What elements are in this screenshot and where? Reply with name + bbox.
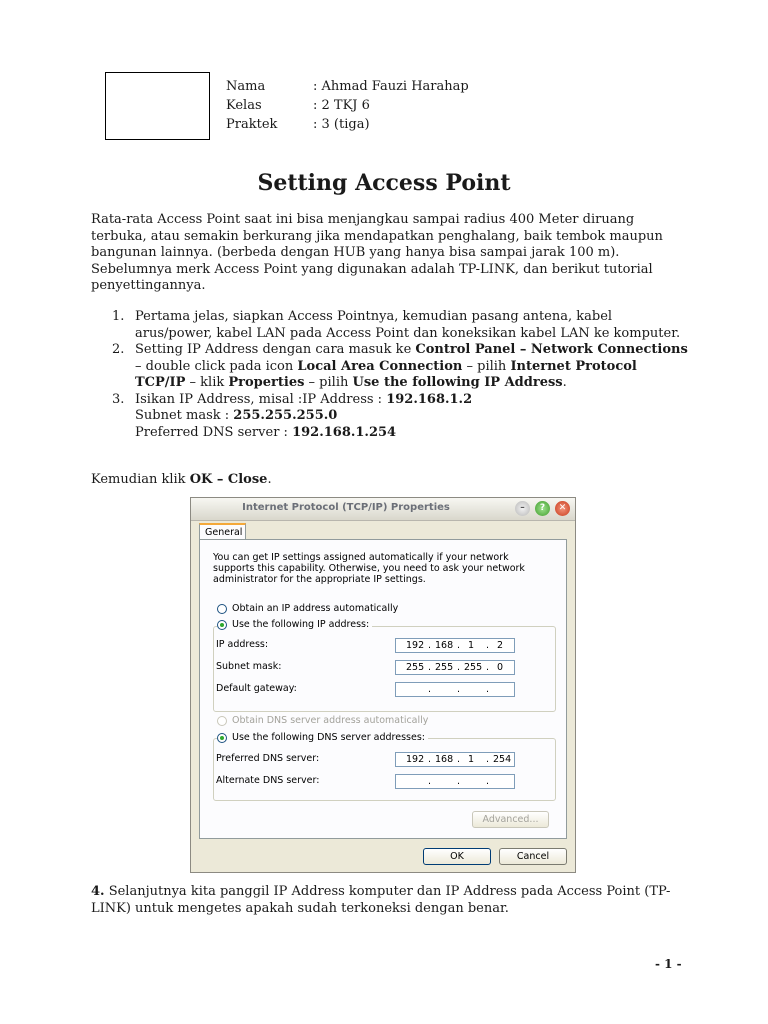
subnet-mask-input[interactable] xyxy=(395,660,515,675)
advanced-button[interactable]: Advanced... xyxy=(472,811,549,828)
radio-label: Use the following DNS server addresses: xyxy=(232,732,425,743)
step-3 xyxy=(91,392,691,409)
ip-octet: 255 xyxy=(406,662,425,673)
cancel-button[interactable]: Cancel xyxy=(499,848,567,865)
radio-use-ip[interactable] xyxy=(217,619,372,630)
ip-octet: 168 xyxy=(435,640,454,651)
ip-octet: 192 xyxy=(406,754,425,765)
step-text: Subnet mask : xyxy=(135,408,234,423)
steps-list xyxy=(91,309,691,441)
step-bold: Local Area Connection xyxy=(297,358,463,374)
dialog-title: Internet Protocol (TCP/IP) Properties xyxy=(242,502,450,513)
dns-group xyxy=(213,738,556,801)
kemudian-line xyxy=(91,472,272,487)
kemudian-text: Kemudian klik xyxy=(91,472,190,487)
page-number: - 1 - xyxy=(655,957,682,971)
step-text: . xyxy=(562,375,567,390)
alternate-dns-label: Alternate DNS server: xyxy=(216,775,320,786)
student-info xyxy=(226,77,469,134)
radio-obtain-dns-auto[interactable] xyxy=(217,715,428,726)
step-number: 4. xyxy=(91,884,105,899)
step-text: Setting IP Address dengan cara masuk ke xyxy=(135,342,416,357)
step-text: – pilih xyxy=(462,358,511,374)
step-text: Isikan IP Address, misal :IP Address : xyxy=(135,391,387,407)
ip-octet: 254 xyxy=(493,754,512,765)
step-number: 2. xyxy=(112,342,125,357)
radio-on-icon xyxy=(217,620,227,630)
ip-octet: 255 xyxy=(435,662,454,673)
step-number: 1. xyxy=(112,309,125,324)
ip-octet: 0 xyxy=(497,662,504,673)
ip-dot: . xyxy=(486,640,490,651)
ip-dot: . xyxy=(428,662,432,673)
ip-dot: . xyxy=(486,662,490,673)
ip-dot: . xyxy=(428,640,432,651)
alternate-dns-input[interactable] xyxy=(395,774,515,789)
radio-on-icon xyxy=(217,733,227,743)
step-2 xyxy=(91,342,691,392)
praktek-value: : 3 (tiga) xyxy=(313,117,370,132)
minimize-icon[interactable]: – xyxy=(515,501,530,516)
step-bold: Use the following IP Address xyxy=(352,375,563,390)
ip-dot: . xyxy=(428,684,432,695)
dialog-description: You can get IP settings assigned automatically if your network supports this capability. Otherwise, you need to ask your network administrator for the appropriate IP settings. xyxy=(213,552,525,585)
step-bold: 255.255.255.0 xyxy=(233,408,338,423)
ip-dot: . xyxy=(486,754,490,765)
ip-dot: . xyxy=(486,684,490,695)
step-bold: 192.168.1.2 xyxy=(386,391,473,407)
tcpip-properties-dialog xyxy=(190,497,576,873)
step-4-paragraph xyxy=(91,883,691,917)
tab-general[interactable]: General xyxy=(199,523,246,539)
close-icon[interactable]: ✕ xyxy=(555,501,570,516)
step-text: – double click pada icon xyxy=(135,358,298,374)
radio-off-icon xyxy=(217,604,227,614)
nama-label: Nama xyxy=(226,79,266,94)
ip-address-input[interactable] xyxy=(395,638,515,653)
ip-dot: . xyxy=(457,754,461,765)
praktek-label: Praktek xyxy=(226,117,278,132)
ip-octet: 2 xyxy=(497,640,504,651)
radio-label: Obtain an IP address automatically xyxy=(232,603,399,614)
preferred-dns-label: Preferred DNS server: xyxy=(216,753,320,764)
ip-octet: 1 xyxy=(468,754,475,765)
ip-dot: . xyxy=(457,684,461,695)
general-panel xyxy=(199,539,567,839)
step-3-dns xyxy=(91,425,691,442)
ip-dot: . xyxy=(486,776,490,787)
document-title: Setting Access Point xyxy=(257,170,511,196)
default-gateway-label: Default gateway: xyxy=(216,683,297,694)
ip-octet: 192 xyxy=(406,640,425,651)
radio-label: Obtain DNS server address automatically xyxy=(232,715,429,726)
photo-placeholder-box xyxy=(105,72,210,140)
subnet-mask-label: Subnet mask: xyxy=(216,661,282,672)
dialog-titlebar[interactable] xyxy=(191,498,575,521)
step-1 xyxy=(91,309,691,342)
kemudian-bold: OK – Close xyxy=(189,472,268,487)
ip-dot: . xyxy=(457,776,461,787)
radio-label: Use the following IP address: xyxy=(232,619,370,630)
kelas-value: : 2 TKJ 6 xyxy=(313,98,370,113)
step-text: Pertama jelas, siapkan Access Pointnya, kemudian pasang antena, kabel arus/power, kabel LAN pada Access Point dan koneksikan kabel LAN ke komputer. xyxy=(135,309,681,341)
radio-obtain-ip-auto[interactable] xyxy=(217,603,398,614)
step-bold: Properties xyxy=(228,375,305,390)
ip-dot: . xyxy=(457,640,461,651)
ip-octet: 255 xyxy=(464,662,483,673)
kemudian-text: . xyxy=(267,472,272,487)
nama-value: : Ahmad Fauzi Harahap xyxy=(313,79,469,94)
step-bold: Internet Protocol TCP/IP xyxy=(135,358,637,390)
radio-off-icon xyxy=(217,716,227,726)
ip-dot: . xyxy=(428,776,432,787)
kelas-label: Kelas xyxy=(226,98,262,113)
intro-paragraph: Rata-rata Access Point saat ini bisa menjangkau sampai radius 400 Meter diruang terbuka, atau semakin berkurang jika mendapatkan penghalang, baik tembok maupun bangunan lainnya. (berbeda dengan HUB yang hanya bisa sampai jarak 100 m). Sebelumnya merk Access Point yang digunakan adalah TP-LINK, dan berikut tutorial penyettingannya. xyxy=(91,212,663,293)
preferred-dns-input[interactable] xyxy=(395,752,515,767)
step-3-subnet xyxy=(91,408,691,425)
step-bold: 192.168.1.254 xyxy=(292,424,397,440)
default-gateway-input[interactable] xyxy=(395,682,515,697)
step-text: – klik xyxy=(185,375,229,390)
ip-octet: 1 xyxy=(468,640,475,651)
ip-octet: 168 xyxy=(435,754,454,765)
step-number: 3. xyxy=(112,391,125,407)
step-text: Preferred DNS server : xyxy=(135,424,293,440)
radio-use-dns[interactable] xyxy=(217,732,428,743)
ok-button[interactable]: OK xyxy=(423,848,491,865)
step-text: Selanjutnya kita panggil IP Address komputer dan IP Address pada Access Point (TP-LINK) untuk mengetes apakah sudah terkoneksi dengan benar. xyxy=(91,884,671,916)
step-text: – pilih xyxy=(304,375,353,390)
help-icon[interactable]: ? xyxy=(535,501,550,516)
step-bold: Control Panel – Network Connections xyxy=(415,342,688,357)
ip-dot: . xyxy=(457,662,461,673)
ip-dot: . xyxy=(428,754,432,765)
ip-address-label: IP address: xyxy=(216,639,269,650)
